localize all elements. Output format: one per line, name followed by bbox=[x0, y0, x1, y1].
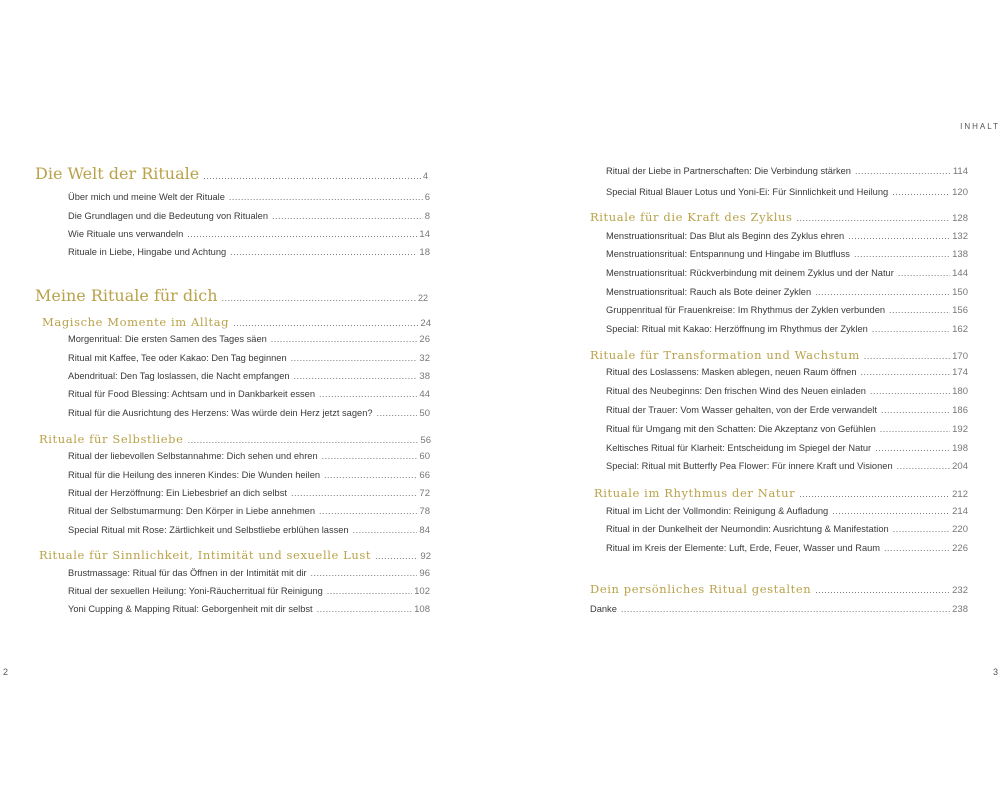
entry-title: Yoni Cupping & Mapping Ritual: Geborgenheit mit dir selbst bbox=[68, 604, 313, 614]
toc-entry[interactable] bbox=[68, 247, 430, 258]
page-ref: 186 bbox=[952, 405, 968, 416]
page-ref: 198 bbox=[952, 443, 968, 454]
page-ref: 120 bbox=[952, 187, 968, 198]
page-ref: 214 bbox=[952, 506, 968, 517]
toc-entry[interactable] bbox=[606, 543, 968, 554]
dot-leader bbox=[353, 525, 418, 535]
dot-leader bbox=[229, 192, 423, 202]
page-ref: 128 bbox=[952, 213, 968, 224]
dot-leader bbox=[322, 451, 418, 461]
dot-leader bbox=[832, 506, 950, 516]
toc-entry[interactable] bbox=[68, 353, 430, 364]
page-ref: 226 bbox=[952, 543, 968, 554]
entry-title: Ritual der Trauer: Vom Wasser gehalten, von der Erde verwandelt bbox=[606, 405, 877, 415]
toc-entry[interactable] bbox=[68, 604, 430, 615]
entry-title: Ritual im Licht der Vollmondin: Reinigung & Aufladung bbox=[606, 506, 829, 516]
entry-title: Menstruationsritual: Rauch als Bote deiner Zyklen bbox=[606, 287, 812, 297]
entry-title: Keltisches Ritual für Klarheit: Entscheidung im Spiegel der Natur bbox=[606, 443, 872, 453]
toc-entry[interactable] bbox=[68, 408, 430, 419]
page-ref: 96 bbox=[419, 568, 430, 579]
toc-entry[interactable] bbox=[68, 229, 430, 240]
toc-entry[interactable] bbox=[606, 405, 968, 416]
subsection-title: Rituale für Selbstliebe bbox=[39, 432, 184, 446]
page-ref: 156 bbox=[952, 305, 968, 316]
dot-leader bbox=[864, 351, 950, 361]
page-number: 3 bbox=[992, 667, 998, 677]
subsection-title: Rituale für die Kraft des Zyklus bbox=[590, 210, 793, 224]
toc-entry[interactable] bbox=[606, 187, 968, 198]
entry-title: Abendritual: Den Tag loslassen, die Nacht empfangen bbox=[68, 371, 290, 381]
toc-entry[interactable] bbox=[68, 568, 430, 579]
dot-leader bbox=[230, 247, 417, 257]
entry-title: Die Grundlagen und die Bedeutung von Ritualen bbox=[68, 211, 269, 221]
page-number: 2 bbox=[3, 667, 9, 677]
entry-title: Ritual für Food Blessing: Achtsam und in Dankbarkeit essen bbox=[68, 389, 316, 399]
page-ref: 102 bbox=[414, 586, 430, 597]
page-ref: 14 bbox=[419, 229, 430, 240]
entry-title: Special: Ritual mit Kakao: Herzöffnung im Rhythmus der Zyklen bbox=[606, 324, 868, 334]
toc-entry[interactable] bbox=[68, 451, 430, 462]
dot-leader bbox=[880, 424, 950, 434]
toc-section-heading[interactable] bbox=[35, 286, 428, 305]
dot-leader bbox=[875, 443, 950, 453]
toc-entry[interactable] bbox=[68, 470, 430, 481]
toc-subsection-heading[interactable] bbox=[590, 348, 968, 362]
page-ref: 26 bbox=[419, 334, 430, 345]
page-ref: 84 bbox=[419, 525, 430, 536]
toc-entry[interactable] bbox=[590, 604, 968, 615]
dot-leader bbox=[848, 231, 950, 241]
right-page bbox=[500, 0, 1000, 800]
page-ref: 204 bbox=[952, 461, 968, 472]
dot-leader bbox=[324, 470, 417, 480]
page-ref: 232 bbox=[952, 585, 968, 596]
toc-entry[interactable] bbox=[606, 249, 968, 260]
subsection-title: Rituale für Sinnlichkeit, Intimität und sexuelle Lust bbox=[39, 548, 372, 562]
entry-title: Ritual des Neubeginns: Den frischen Wind des Neuen einladen bbox=[606, 386, 866, 396]
dot-leader bbox=[897, 461, 951, 471]
dot-leader bbox=[889, 305, 950, 315]
dot-leader bbox=[881, 405, 950, 415]
entry-title: Ritual der Herzöffnung: Ein Liebesbrief an dich selbst bbox=[68, 488, 287, 498]
toc-entry[interactable] bbox=[68, 525, 430, 536]
toc-entry[interactable] bbox=[606, 461, 968, 472]
dot-leader bbox=[233, 318, 418, 328]
entry-title: Special: Ritual mit Butterfly Pea Flower: Für innere Kraft und Visionen bbox=[606, 461, 893, 471]
toc-subsection-heading[interactable] bbox=[590, 582, 968, 596]
toc-entry[interactable] bbox=[606, 268, 968, 279]
toc-section-heading[interactable] bbox=[35, 164, 428, 183]
dot-leader bbox=[892, 187, 950, 197]
toc-entry[interactable] bbox=[606, 367, 968, 378]
page-ref: 108 bbox=[414, 604, 430, 615]
entry-title: Über mich und meine Welt der Rituale bbox=[68, 192, 225, 202]
entry-title: Rituale in Liebe, Hingabe und Achtung bbox=[68, 247, 227, 257]
dot-leader bbox=[319, 389, 417, 399]
running-head: INHALT bbox=[960, 122, 1000, 131]
toc-entry[interactable] bbox=[68, 586, 430, 597]
entry-title: Gruppenritual für Frauenkreise: Im Rhythmus der Zyklen verbunden bbox=[606, 305, 886, 315]
dot-leader bbox=[884, 543, 950, 553]
toc-subsection-heading[interactable] bbox=[39, 432, 431, 446]
page-ref: 60 bbox=[419, 451, 430, 462]
entry-title: Wie Rituale uns verwandeln bbox=[68, 229, 184, 239]
page-ref: 8 bbox=[424, 211, 430, 222]
subsection-title: Rituale für Transformation und Wachstum bbox=[590, 348, 860, 362]
page-ref: 78 bbox=[419, 506, 430, 517]
entry-title: Ritual im Kreis der Elemente: Luft, Erde, Feuer, Wasser und Raum bbox=[606, 543, 881, 553]
toc-entry[interactable] bbox=[68, 389, 430, 400]
page-ref: 132 bbox=[952, 231, 968, 242]
page-ref: 66 bbox=[419, 470, 430, 481]
entry-title: Ritual der Liebe in Partnerschaften: Die Verbindung stärken bbox=[606, 166, 851, 176]
dot-leader bbox=[203, 171, 421, 181]
page-ref: 138 bbox=[952, 249, 968, 260]
entry-title: Ritual der sexuellen Heilung: Yoni-Räucherritual für Reinigung bbox=[68, 586, 323, 596]
entry-title: Special Ritual mit Rose: Zärtlichkeit und Selbstliebe erblühen lassen bbox=[68, 525, 349, 535]
dot-leader bbox=[327, 586, 412, 596]
toc-entry[interactable] bbox=[606, 305, 968, 316]
dot-leader bbox=[311, 568, 418, 578]
section-title: Die Welt der Rituale bbox=[35, 164, 200, 183]
toc-entry[interactable] bbox=[68, 192, 430, 203]
dot-leader bbox=[799, 489, 950, 499]
toc-entry[interactable] bbox=[606, 231, 968, 242]
toc-entry[interactable] bbox=[606, 524, 968, 535]
page-ref: 144 bbox=[952, 268, 968, 279]
entry-title: Danke bbox=[590, 604, 617, 614]
toc-entry[interactable] bbox=[606, 443, 968, 454]
subsection-title: Magische Momente im Alltag bbox=[42, 315, 230, 329]
toc-subsection-heading[interactable] bbox=[39, 548, 431, 562]
toc-subsection-heading[interactable] bbox=[590, 210, 968, 224]
dot-leader bbox=[317, 604, 413, 614]
page-ref: 192 bbox=[952, 424, 968, 435]
page-ref: 162 bbox=[952, 324, 968, 335]
page-ref: 50 bbox=[419, 408, 430, 419]
subsection-title: Rituale im Rhythmus der Natur bbox=[594, 486, 796, 500]
toc-entry[interactable] bbox=[68, 211, 430, 222]
dot-leader bbox=[815, 287, 950, 297]
page-ref: 238 bbox=[952, 604, 968, 615]
page-ref: 44 bbox=[419, 389, 430, 400]
entry-title: Special Ritual Blauer Lotus und Yoni-Ei: Für Sinnlichkeit und Heilung bbox=[606, 187, 889, 197]
entry-title: Ritual mit Kaffee, Tee oder Kakao: Den Tag beginnen bbox=[68, 353, 287, 363]
page-ref: 174 bbox=[952, 367, 968, 378]
dot-leader bbox=[377, 408, 418, 418]
dot-leader bbox=[815, 585, 950, 595]
dot-leader bbox=[797, 213, 951, 223]
dot-leader bbox=[291, 488, 417, 498]
toc-entry[interactable] bbox=[606, 324, 968, 335]
page-ref: 170 bbox=[952, 351, 968, 362]
entry-title: Ritual der Selbstumarmung: Den Körper in Liebe annehmen bbox=[68, 506, 316, 516]
dot-leader bbox=[893, 524, 950, 534]
toc-entry[interactable] bbox=[68, 506, 430, 517]
entry-title: Ritual für Umgang mit den Schatten: Die Akzeptanz von Gefühlen bbox=[606, 424, 876, 434]
toc-entry[interactable] bbox=[606, 386, 968, 397]
page-ref: 150 bbox=[952, 287, 968, 298]
page-ref: 24 bbox=[420, 318, 431, 329]
dot-leader bbox=[294, 371, 418, 381]
page-ref: 220 bbox=[952, 524, 968, 535]
toc-entry[interactable] bbox=[68, 334, 430, 345]
subsection-title: Dein persönliches Ritual gestalten bbox=[590, 582, 812, 596]
entry-title: Morgenritual: Die ersten Samen des Tages säen bbox=[68, 334, 267, 344]
page-ref: 180 bbox=[952, 386, 968, 397]
toc-entry[interactable] bbox=[606, 166, 968, 177]
entry-title: Ritual des Loslassens: Masken ablegen, neuen Raum öffnen bbox=[606, 367, 857, 377]
dot-leader bbox=[319, 506, 417, 516]
dot-leader bbox=[375, 551, 418, 561]
toc-entry[interactable] bbox=[68, 371, 430, 382]
dot-leader bbox=[187, 229, 417, 239]
entry-title: Ritual für die Ausrichtung des Herzens: Was würde dein Herz jetzt sagen? bbox=[68, 408, 373, 418]
entry-title: Ritual in der Dunkelheit der Neumondin: Ausrichtung & Manifestation bbox=[606, 524, 889, 534]
entry-title: Ritual der liebevollen Selbstannahme: Dich sehen und ehren bbox=[68, 451, 318, 461]
page-ref: 32 bbox=[419, 353, 430, 364]
dot-leader bbox=[272, 211, 423, 221]
page-ref: 212 bbox=[952, 489, 968, 500]
dot-leader bbox=[854, 249, 950, 259]
entry-title: Brustmassage: Ritual für das Öffnen in der Intimität mit dir bbox=[68, 568, 307, 578]
section-title: Meine Rituale für dich bbox=[35, 286, 218, 305]
dot-leader bbox=[188, 435, 419, 445]
page-ref: 22 bbox=[417, 293, 428, 303]
entry-title: Menstruationsritual: Rückverbindung mit deinem Zyklus und der Natur bbox=[606, 268, 894, 278]
page-ref: 4 bbox=[422, 171, 428, 181]
dot-leader bbox=[872, 324, 950, 334]
page-ref: 56 bbox=[420, 435, 431, 446]
dot-leader bbox=[855, 166, 951, 176]
dot-leader bbox=[861, 367, 951, 377]
toc-subsection-heading[interactable] bbox=[594, 486, 968, 500]
dot-leader bbox=[621, 604, 950, 614]
toc-entry[interactable] bbox=[606, 424, 968, 435]
entry-title: Ritual für die Heilung des inneren Kindes: Die Wunden heilen bbox=[68, 470, 321, 480]
page-ref: 92 bbox=[420, 551, 431, 562]
toc-entry[interactable] bbox=[606, 287, 968, 298]
page-ref: 6 bbox=[424, 192, 430, 203]
dot-leader bbox=[870, 386, 950, 396]
page-ref: 18 bbox=[419, 247, 430, 258]
page-ref: 72 bbox=[419, 488, 430, 499]
toc-subsection-heading[interactable] bbox=[42, 315, 431, 329]
dot-leader bbox=[271, 334, 418, 344]
dot-leader bbox=[291, 353, 418, 363]
page-ref: 38 bbox=[419, 371, 430, 382]
entry-title: Menstruationsritual: Das Blut als Beginn des Zyklus ehren bbox=[606, 231, 845, 241]
entry-title: Menstruationsritual: Entspannung und Hingabe im Blutfluss bbox=[606, 249, 850, 259]
dot-leader bbox=[898, 268, 950, 278]
toc-entry[interactable] bbox=[68, 488, 430, 499]
page-ref: 114 bbox=[952, 166, 968, 177]
toc-entry[interactable] bbox=[606, 506, 968, 517]
dot-leader bbox=[222, 293, 416, 303]
